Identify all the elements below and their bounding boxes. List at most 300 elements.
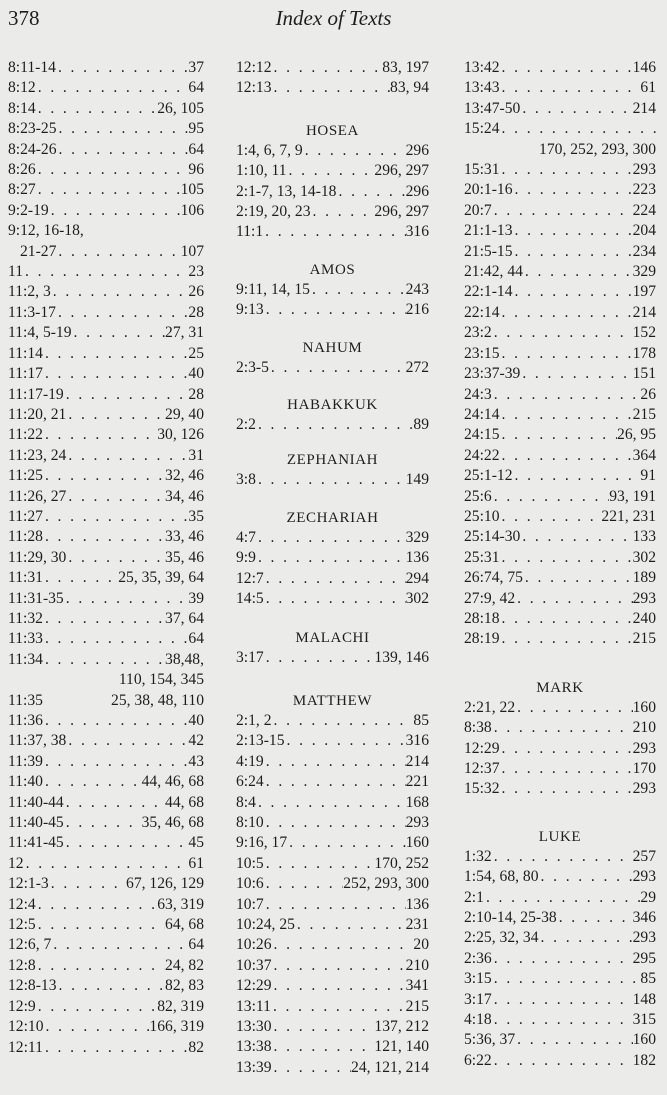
verse-reference: 8:23-25: [8, 120, 57, 138]
verse-reference: 11:29, 30: [8, 548, 67, 566]
verse-reference: 8:26: [8, 161, 36, 179]
verse-reference: 11:41-45: [8, 834, 64, 852]
leader-dots: [64, 813, 142, 833]
page-references: 64: [188, 936, 204, 954]
index-entry: [236, 58, 429, 78]
verse-reference: 25:6: [464, 487, 492, 505]
verse-reference: 20:7: [464, 201, 492, 219]
index-column-2: [236, 58, 429, 1078]
index-entry: [464, 1051, 656, 1071]
page-references: 252, 293, 300: [343, 875, 429, 893]
leader-dots: [43, 629, 188, 649]
leader-dots: [264, 752, 406, 772]
page-references: 82, 319: [157, 997, 204, 1015]
verse-reference: 10:24, 25: [236, 915, 295, 933]
index-entry-continuation: 170, 252, 293, 300: [539, 140, 656, 158]
index-entry: [464, 303, 656, 323]
leader-dots: [513, 180, 633, 200]
entry-list-zephaniah: [236, 470, 429, 490]
index-entry: [236, 648, 429, 668]
page-references: 152: [632, 324, 656, 342]
page-references: 133: [632, 528, 656, 546]
page-references: 214: [632, 99, 656, 117]
verse-reference: 21-27: [20, 242, 57, 260]
page-references: 293: [405, 813, 429, 831]
page-references: 85: [640, 970, 656, 988]
section-heading-zephaniah: ZEPHANIAH: [286, 452, 379, 469]
page-references: 28: [188, 385, 204, 403]
leader-dots: [23, 262, 188, 282]
page-references: 20: [413, 936, 429, 954]
index-entry: [464, 527, 656, 547]
index-entry: [236, 997, 429, 1017]
verse-reference: 12:7: [236, 569, 264, 587]
page-references: 33, 46: [165, 528, 204, 546]
index-entry: [8, 731, 204, 751]
page-references: 35, 46, 68: [141, 814, 204, 832]
verse-reference: 23:37-39: [464, 365, 521, 383]
entry-list-mark: [464, 698, 656, 800]
index-entry: [236, 182, 429, 202]
leader-dots: [500, 739, 633, 759]
verse-reference: 5:36, 37: [464, 1031, 516, 1049]
page-references: 296: [405, 141, 429, 159]
page-references: 28: [188, 303, 204, 321]
leader-dots: [256, 528, 406, 548]
page-references: 25: [188, 344, 204, 362]
verse-reference: 2:13-15: [236, 732, 285, 750]
index-entry: [464, 589, 656, 609]
verse-reference: 11:40-44: [8, 793, 64, 811]
verse-reference: 9:11, 14, 15: [236, 280, 310, 298]
verse-reference: 12:29: [236, 977, 272, 995]
verse-reference: 8:24-26: [8, 140, 57, 158]
page-references: 67, 126, 129: [126, 875, 204, 893]
verse-reference: 8:12: [8, 79, 36, 97]
page-references: 316: [405, 223, 429, 241]
index-entry: [8, 262, 204, 282]
verse-reference: 23:15: [464, 344, 500, 362]
page-references: 121, 140: [374, 1038, 429, 1056]
page-references: 243: [405, 280, 429, 298]
page-references: 24, 121, 214: [351, 1058, 429, 1076]
index-entry: [236, 141, 429, 161]
page-references: 178: [632, 344, 656, 362]
verse-reference: 11: [8, 263, 24, 281]
leader-dots: [492, 1010, 633, 1030]
leader-dots: [492, 969, 641, 989]
verse-reference: 15:32: [464, 780, 500, 798]
leader-dots: [500, 405, 633, 425]
index-entry: [236, 569, 429, 589]
leader-dots: [56, 242, 180, 262]
verse-reference: 22:1-14: [464, 283, 513, 301]
page-references: 82: [188, 1038, 204, 1056]
index-entry: [464, 180, 656, 200]
leader-dots: [264, 895, 406, 915]
verse-reference: 8:10: [236, 813, 264, 831]
entry-list: [236, 58, 429, 99]
leader-dots: [520, 364, 632, 384]
verse-reference: 11:35: [8, 691, 43, 709]
index-entry: [8, 201, 204, 221]
verse-reference: 20:1-16: [464, 181, 513, 199]
leader-dots: [263, 222, 405, 242]
index-entry: [464, 609, 656, 629]
verse-reference: 12:6, 7: [8, 936, 52, 954]
leader-dots: [57, 119, 189, 139]
leader-dots: [43, 650, 165, 670]
index-entry: [8, 589, 204, 609]
page-references: 35, 46: [165, 548, 204, 566]
verse-reference: 9:13: [236, 301, 264, 319]
leader-dots: [36, 997, 157, 1017]
leader-dots: [492, 718, 633, 738]
leader-dots: [43, 344, 188, 364]
page-references: 137, 212: [374, 1018, 429, 1035]
leader-dots: [272, 956, 406, 976]
verse-reference: 1:10, 11: [236, 162, 287, 180]
entry-list: [464, 58, 656, 650]
leader-dots: [43, 772, 142, 792]
section-heading-hosea: HOSEA: [305, 122, 359, 139]
leader-dots: [272, 1017, 375, 1037]
leader-dots: [515, 589, 632, 609]
index-entry: [236, 711, 429, 731]
page-references: 294: [405, 569, 429, 587]
leader-dots: [484, 888, 640, 908]
verse-reference: 23:2: [464, 324, 492, 342]
verse-reference: 11:23, 24: [8, 446, 67, 464]
verse-reference: 2:21, 22: [464, 698, 516, 716]
index-entry: [464, 262, 656, 282]
verse-reference: 13:42: [464, 59, 500, 76]
verse-reference: 25:14-30: [464, 528, 521, 546]
leader-dots: [264, 874, 344, 894]
index-entry: [464, 908, 656, 928]
leader-dots: [272, 1058, 352, 1078]
leader-dots: [256, 548, 406, 568]
page-references: 39: [188, 589, 204, 607]
page-references: 240: [632, 609, 656, 627]
verse-reference: 11:20, 21: [8, 405, 67, 423]
verse-reference: 12:1-3: [8, 875, 49, 893]
page-references: 64: [188, 140, 204, 158]
verse-reference: 11:22: [8, 426, 43, 444]
index-entry: [464, 99, 656, 119]
index-entry: [8, 446, 204, 466]
leader-dots: [500, 629, 633, 649]
leader-dots: [303, 141, 406, 161]
verse-reference: 6:24: [236, 773, 264, 791]
verse-reference: 10:7: [236, 895, 264, 913]
index-entry: [8, 140, 204, 160]
index-entry: [236, 358, 429, 378]
page-references: 106: [180, 201, 204, 219]
verse-reference: 12:10: [8, 1018, 44, 1036]
page-references: 40: [188, 365, 204, 383]
page-references: 160: [632, 1031, 656, 1049]
page-references: 364: [632, 446, 656, 464]
leader-dots: [43, 1038, 188, 1058]
leader-dots: [64, 589, 189, 609]
section-heading-habakkuk: HABAKKUK: [287, 397, 378, 414]
index-entry: [464, 160, 656, 180]
verse-reference: 10:37: [236, 956, 272, 974]
leader-dots: [43, 364, 188, 384]
verse-reference: 24:14: [464, 405, 500, 423]
page-references: 44, 46, 68: [141, 773, 204, 791]
index-entry: [464, 58, 656, 78]
page-references: 296, 297: [374, 203, 429, 221]
entry-list-zechariah: [236, 528, 429, 610]
verse-reference: 6:22: [464, 1051, 492, 1069]
section-heading-zechariah: ZECHARIAH: [286, 509, 379, 526]
page-references: 234: [632, 242, 656, 260]
page-references: 197: [632, 283, 656, 301]
index-entry: [8, 405, 204, 425]
verse-reference: 13:30: [236, 1018, 272, 1035]
verse-reference: 12:12: [236, 59, 272, 76]
verse-reference: 11:34: [8, 650, 43, 668]
index-entry-continuation: 110, 154, 345: [118, 671, 204, 689]
section-heading-nahum: NAHUM: [302, 339, 363, 356]
page-references: 26: [188, 283, 204, 301]
index-entry: [8, 58, 204, 78]
page-references: 61: [640, 79, 656, 97]
page-references: 315: [632, 1011, 656, 1029]
index-entry: [8, 813, 204, 833]
index-entry: [464, 507, 656, 527]
index-entry: [8, 711, 204, 731]
leader-dots: [311, 202, 375, 222]
page-references: 166, 319: [149, 1018, 204, 1036]
verse-reference: 8:27: [8, 181, 36, 199]
page-references: 26, 95: [617, 426, 656, 444]
index-entry: [464, 425, 656, 445]
section-heading-mark: MARK: [536, 679, 584, 696]
index-entry: [464, 344, 656, 364]
page-references: 189: [632, 569, 656, 587]
index-entry: [8, 874, 204, 894]
verse-reference: 3:8: [236, 471, 256, 489]
verse-reference: 11:17-19: [8, 385, 64, 403]
leader-dots: [285, 731, 406, 751]
verse-reference: 11:17: [8, 365, 43, 383]
index-entry: [464, 867, 656, 887]
leader-dots: [492, 990, 633, 1010]
index-entry: [464, 385, 656, 405]
leader-dots: [272, 711, 414, 731]
leader-dots: [523, 262, 633, 282]
page-references: 37, 64: [165, 609, 204, 627]
verse-reference: 12:29: [464, 739, 500, 757]
index-entry: [8, 956, 204, 976]
verse-reference: 24:22: [464, 446, 500, 464]
leader-dots: [51, 282, 189, 302]
leader-dots: [264, 648, 375, 668]
leader-dots: [557, 908, 633, 928]
verse-reference: 15:24: [464, 120, 500, 138]
index-entry: [464, 466, 656, 486]
leader-dots: [256, 793, 406, 813]
index-entry: [464, 201, 656, 221]
index-entry: [464, 1030, 656, 1050]
leader-dots: [57, 140, 189, 160]
leader-dots: [66, 405, 165, 425]
index-entry: [464, 221, 656, 241]
verse-reference: 9:12, 16-18,: [8, 222, 84, 240]
index-entry: [464, 119, 656, 139]
verse-reference: 2:1: [464, 888, 484, 906]
verse-reference: 12: [8, 854, 24, 872]
index-entry: [464, 928, 656, 948]
leader-dots: [500, 507, 602, 527]
leader-dots: [36, 956, 165, 976]
index-entry: [8, 752, 204, 772]
verse-reference: 25:1-12: [464, 467, 513, 485]
verse-reference: 12:8: [8, 956, 36, 974]
index-entry: [8, 976, 204, 996]
verse-reference: 3:17: [236, 648, 264, 666]
index-entry: [8, 303, 204, 323]
index-entry: [236, 874, 429, 894]
index-entry: [8, 364, 204, 384]
index-entry: [8, 160, 204, 180]
leader-dots: [492, 847, 633, 867]
verse-reference: 21:1-13: [464, 222, 513, 240]
verse-reference: 12:13: [236, 79, 272, 97]
page-references: 210: [632, 719, 656, 737]
index-entry: [8, 1017, 204, 1037]
index-entry: [8, 385, 204, 405]
index-entry: [8, 935, 204, 955]
index-entry: [8, 344, 204, 364]
index-entry: [8, 527, 204, 547]
index-entry: [236, 833, 429, 853]
index-entry: [464, 847, 656, 867]
leader-dots: [272, 935, 414, 955]
index-entry: [236, 548, 429, 568]
verse-reference: 11:25: [8, 467, 43, 485]
leader-dots: [66, 548, 165, 568]
page-references: 170, 252: [374, 854, 429, 872]
page-references: 64, 68: [165, 916, 204, 934]
page-references: 95: [188, 120, 204, 138]
leader-dots: [500, 344, 633, 364]
page-references: 231: [405, 915, 429, 933]
verse-reference: 12:11: [8, 1038, 43, 1056]
page-references: 168: [405, 793, 429, 811]
leader-dots: [492, 385, 641, 405]
leader-dots: [43, 466, 165, 486]
page-references: 63, 319: [157, 895, 204, 913]
leader-dots: [272, 976, 406, 996]
page-references: 35: [188, 507, 204, 525]
index-entry: [464, 990, 656, 1010]
page-references: 96: [188, 161, 204, 179]
leader-dots: [500, 303, 633, 323]
verse-reference: 11:31: [8, 569, 43, 587]
page-references: 45: [188, 834, 204, 852]
verse-reference: 11:40: [8, 773, 43, 791]
verse-reference: 4:7: [236, 528, 256, 546]
page-references: 170: [632, 760, 656, 777]
verse-reference: 11:37, 38: [8, 732, 67, 750]
verse-reference: 25:31: [464, 548, 500, 566]
leader-dots: [500, 446, 633, 466]
leader-dots: [43, 425, 157, 445]
index-entry: [236, 793, 429, 813]
verse-reference: 2:1-7, 13, 14-18: [236, 182, 337, 200]
page-references: 221: [405, 773, 429, 791]
verse-reference: 2:3-5: [236, 358, 269, 376]
verse-reference: 12:8-13: [8, 977, 57, 995]
index-entry: [236, 854, 429, 874]
index-entry: [8, 793, 204, 813]
leader-dots: [492, 323, 633, 343]
verse-reference: 11:2, 3: [8, 283, 51, 301]
page-references: 25, 38, 48, 110: [111, 691, 204, 709]
leader-dots: [264, 300, 406, 320]
verse-reference: 11:26, 27: [8, 487, 67, 505]
verse-reference: 11:39: [8, 752, 43, 770]
page-references: 214: [405, 752, 429, 770]
leader-dots: [295, 915, 406, 935]
leader-dots: [264, 772, 406, 792]
leader-dots: [264, 589, 406, 609]
page-references: 148: [632, 990, 656, 1008]
page-references: 210: [405, 956, 429, 974]
page-references: 34, 46: [165, 487, 204, 505]
verse-reference: 13:43: [464, 79, 500, 97]
index-entry: [464, 739, 656, 759]
page-references: 64: [188, 630, 204, 648]
page-references: 26, 105: [157, 99, 204, 117]
index-entry: [464, 888, 656, 908]
page-references: 44, 68: [165, 793, 204, 811]
leader-dots: [520, 527, 632, 547]
verse-reference: 13:11: [236, 997, 271, 1015]
index-entry: [236, 528, 429, 548]
page-references: 29, 40: [165, 405, 204, 423]
index-entry: [8, 997, 204, 1017]
index-entry: [236, 470, 429, 490]
index-entry: [8, 854, 204, 874]
leader-dots: [500, 119, 656, 139]
verse-reference: 11:27: [8, 507, 43, 525]
verse-reference: 9:16, 17: [236, 834, 288, 852]
page-references: 296, 297: [374, 162, 429, 180]
index-entry: [464, 364, 656, 384]
page-references: 221, 231: [601, 507, 656, 525]
entry-list: [8, 58, 204, 1058]
leader-dots: [43, 527, 165, 547]
page-references: 61: [188, 854, 204, 872]
index-entry: [8, 221, 204, 241]
leader-dots: [64, 833, 189, 853]
leader-dots: [500, 548, 633, 568]
verse-reference: 8:14: [8, 99, 36, 117]
leader-dots: [492, 1051, 633, 1071]
index-entry: [236, 813, 429, 833]
page-references: 25, 35, 39, 64: [118, 569, 204, 587]
page-references: 32, 46: [165, 467, 204, 485]
leader-dots: [310, 280, 406, 300]
page-references: 346: [632, 909, 656, 927]
leader-dots: [43, 507, 188, 527]
index-entry: [8, 915, 204, 935]
